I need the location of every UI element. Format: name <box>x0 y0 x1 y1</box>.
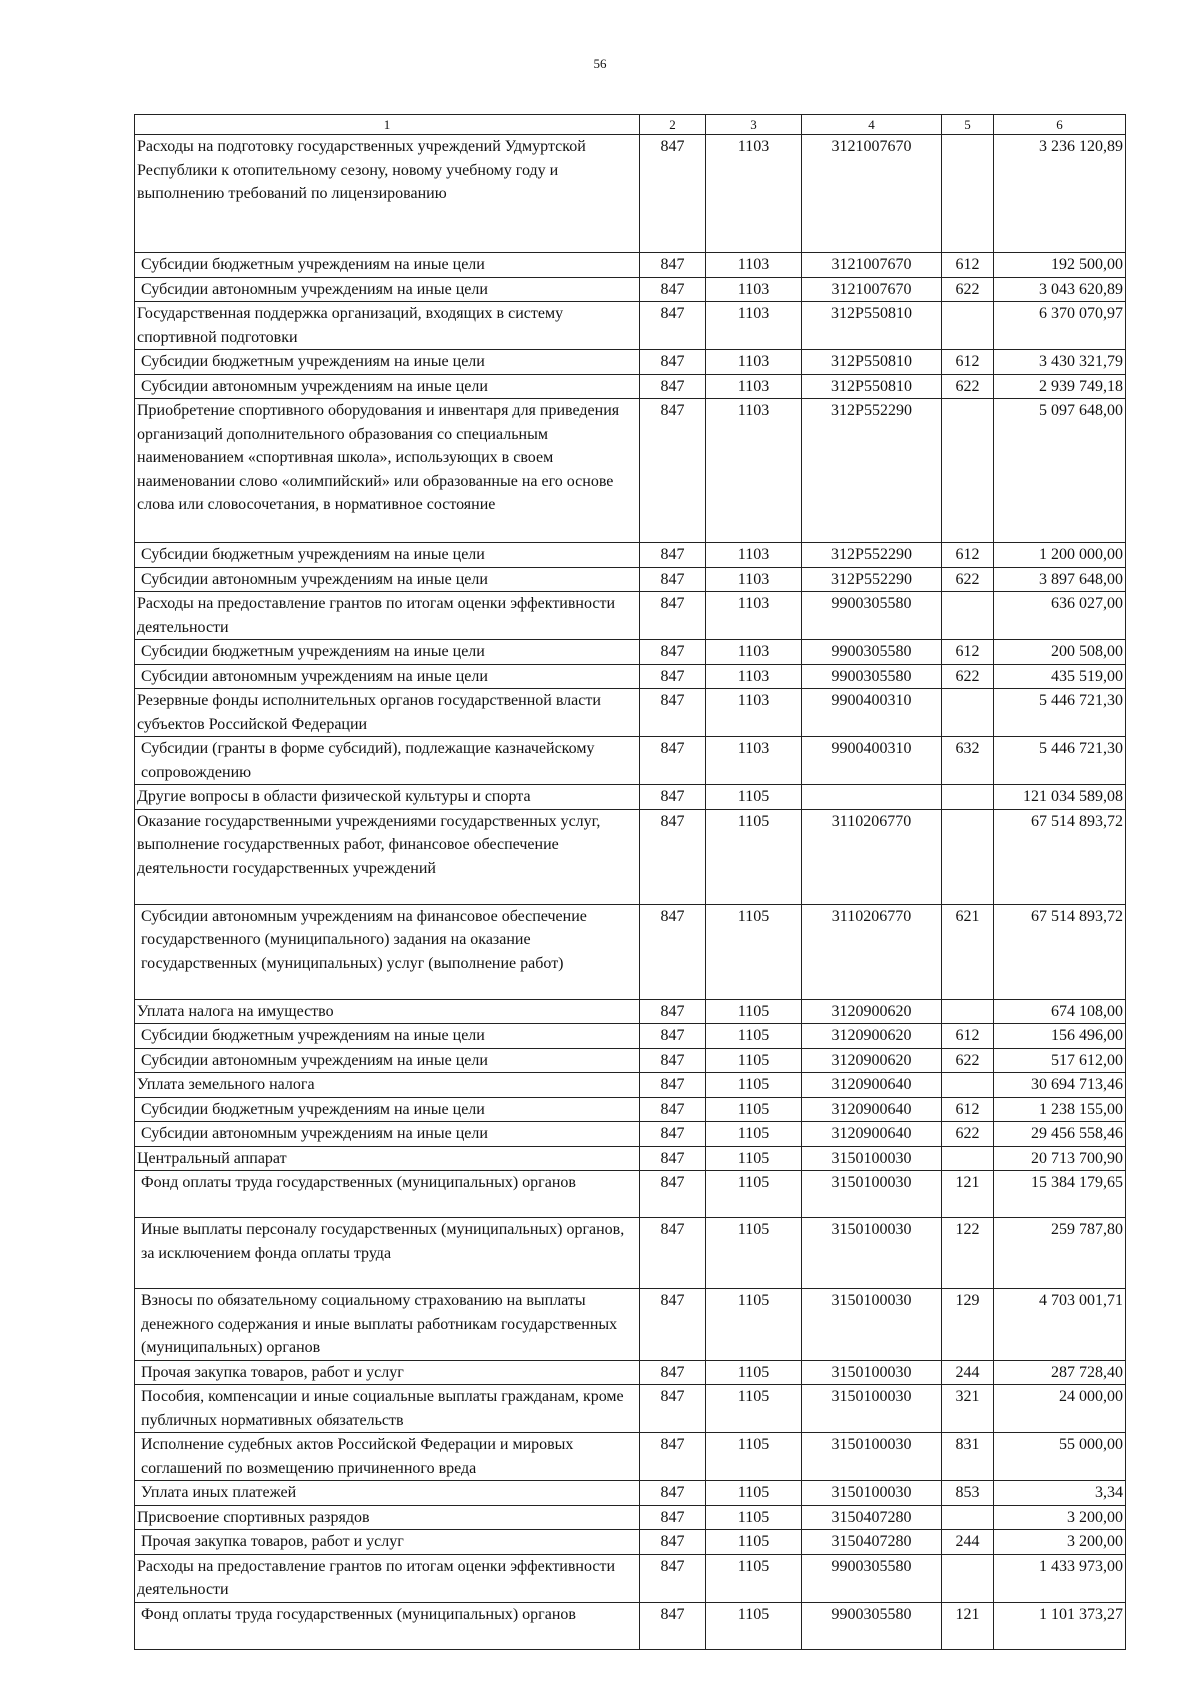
target-article-cell: 3150100030 <box>802 1218 942 1289</box>
amount-cell: 20 713 700,90 <box>994 1146 1126 1171</box>
row-name-cell: Уплата иных платежей <box>135 1481 640 1506</box>
amount-cell: 1 238 155,00 <box>994 1097 1126 1122</box>
ministry-code-cell: 847 <box>640 1530 706 1555</box>
row-name-cell: Фонд оплаты труда государственных (муниципальных) органов <box>135 1171 640 1218</box>
table-row <box>135 689 1126 737</box>
expense-type-cell: 244 <box>942 1360 994 1385</box>
section-code-cell: 1105 <box>706 1122 802 1147</box>
table-row <box>135 135 1126 253</box>
row-name-cell: Иные выплаты персоналу государственных (муниципальных) органов, за исключением фонда оплаты труда <box>135 1218 640 1289</box>
row-name-cell: Субсидии автономным учреждениям на иные цели <box>135 374 640 399</box>
target-article-cell: 3120900620 <box>802 999 942 1024</box>
row-name-cell: Расходы на предоставление грантов по итогам оценки эффективности деятельности <box>135 1554 640 1602</box>
section-code-cell: 1105 <box>706 1385 802 1433</box>
target-article-cell: 3120900640 <box>802 1097 942 1122</box>
section-code-cell: 1105 <box>706 785 802 810</box>
table-row <box>135 592 1126 640</box>
table-row <box>135 737 1126 785</box>
expense-type-cell: 122 <box>942 1218 994 1289</box>
column-header: 3 <box>706 115 802 135</box>
ministry-code-cell: 847 <box>640 374 706 399</box>
row-name-cell: Центральный аппарат <box>135 1146 640 1171</box>
section-code-cell: 1103 <box>706 302 802 350</box>
ministry-code-cell: 847 <box>640 302 706 350</box>
column-header: 1 <box>135 115 640 135</box>
expense-type-cell: 612 <box>942 640 994 665</box>
expense-type-cell: 853 <box>942 1481 994 1506</box>
amount-cell: 4 703 001,71 <box>994 1289 1126 1361</box>
target-article-cell: 3150407280 <box>802 1530 942 1555</box>
row-name-cell: Другие вопросы в области физической культуры и спорта <box>135 785 640 810</box>
expense-type-cell <box>942 302 994 350</box>
target-article-cell: 312P550810 <box>802 374 942 399</box>
section-code-cell: 1103 <box>706 374 802 399</box>
target-article-cell: 9900305580 <box>802 1554 942 1602</box>
section-code-cell: 1105 <box>706 1024 802 1049</box>
row-name-cell: Субсидии автономным учреждениям на иные цели <box>135 567 640 592</box>
table-header-row <box>135 115 1126 135</box>
expense-type-cell: 622 <box>942 1122 994 1147</box>
target-article-cell: 9900400310 <box>802 689 942 737</box>
amount-cell: 192 500,00 <box>994 253 1126 278</box>
section-code-cell: 1105 <box>706 1097 802 1122</box>
expense-type-cell: 831 <box>942 1433 994 1481</box>
amount-cell: 517 612,00 <box>994 1048 1126 1073</box>
expense-type-cell: 612 <box>942 253 994 278</box>
row-name-cell: Расходы на подготовку государственных учреждений Удмуртской Республики к отопительному сезону, новому учебному году и выполнению требований по лицензированию <box>135 135 640 253</box>
target-article-cell: 3150100030 <box>802 1481 942 1506</box>
amount-cell: 259 787,80 <box>994 1218 1126 1289</box>
table-row <box>135 999 1126 1024</box>
target-article-cell: 312P552290 <box>802 399 942 543</box>
ministry-code-cell: 847 <box>640 1385 706 1433</box>
target-article-cell: 3120900640 <box>802 1122 942 1147</box>
expense-type-cell <box>942 1554 994 1602</box>
table-row <box>135 640 1126 665</box>
ministry-code-cell: 847 <box>640 277 706 302</box>
ministry-code-cell: 847 <box>640 785 706 810</box>
table-row <box>135 1385 1126 1433</box>
expense-type-cell <box>942 1505 994 1530</box>
section-code-cell: 1103 <box>706 737 802 785</box>
table-row <box>135 1505 1126 1530</box>
table-row <box>135 1048 1126 1073</box>
table-row <box>135 1146 1126 1171</box>
row-name-cell: Субсидии (гранты в форме субсидий), подлежащие казначейскому сопровождению <box>135 737 640 785</box>
expense-type-cell: 622 <box>942 277 994 302</box>
amount-cell: 30 694 713,46 <box>994 1073 1126 1098</box>
section-code-cell: 1105 <box>706 1289 802 1361</box>
ministry-code-cell: 847 <box>640 689 706 737</box>
amount-cell: 435 519,00 <box>994 664 1126 689</box>
row-name-cell: Уплата налога на имущество <box>135 999 640 1024</box>
column-header: 4 <box>802 115 942 135</box>
expense-type-cell: 612 <box>942 1097 994 1122</box>
target-article-cell: 3150100030 <box>802 1433 942 1481</box>
amount-cell: 29 456 558,46 <box>994 1122 1126 1147</box>
amount-cell: 5 446 721,30 <box>994 689 1126 737</box>
expense-type-cell <box>942 999 994 1024</box>
ministry-code-cell: 847 <box>640 1554 706 1602</box>
ministry-code-cell: 847 <box>640 1289 706 1361</box>
table-row <box>135 253 1126 278</box>
amount-cell: 3 236 120,89 <box>994 135 1126 253</box>
row-name-cell: Субсидии автономным учреждениям на иные цели <box>135 664 640 689</box>
row-name-cell: Субсидии бюджетным учреждениям на иные цели <box>135 350 640 375</box>
amount-cell: 1 200 000,00 <box>994 543 1126 568</box>
expense-type-cell <box>942 809 994 904</box>
expense-type-cell: 622 <box>942 664 994 689</box>
table-row <box>135 1554 1126 1602</box>
table-row <box>135 664 1126 689</box>
row-name-cell: Взносы по обязательному социальному страхованию на выплаты денежного содержания и иные выплаты работникам государственных (муниципальных) органов <box>135 1289 640 1361</box>
amount-cell: 3 897 648,00 <box>994 567 1126 592</box>
amount-cell: 287 728,40 <box>994 1360 1126 1385</box>
ministry-code-cell: 847 <box>640 1097 706 1122</box>
ministry-code-cell: 847 <box>640 135 706 253</box>
table-row <box>135 1073 1126 1098</box>
column-header: 2 <box>640 115 706 135</box>
row-name-cell: Государственная поддержка организаций, входящих в систему спортивной подготовки <box>135 302 640 350</box>
ministry-code-cell: 847 <box>640 1073 706 1098</box>
column-header: 5 <box>942 115 994 135</box>
section-code-cell: 1105 <box>706 1505 802 1530</box>
table-row <box>135 1097 1126 1122</box>
expense-type-cell: 121 <box>942 1171 994 1218</box>
table-row <box>135 1481 1126 1506</box>
ministry-code-cell: 847 <box>640 1602 706 1649</box>
ministry-code-cell: 847 <box>640 904 706 999</box>
target-article-cell: 3121007670 <box>802 135 942 253</box>
ministry-code-cell: 847 <box>640 640 706 665</box>
amount-cell: 1 101 373,27 <box>994 1602 1126 1649</box>
row-name-cell: Уплата земельного налога <box>135 1073 640 1098</box>
amount-cell: 1 433 973,00 <box>994 1554 1126 1602</box>
row-name-cell: Оказание государственными учреждениями государственных услуг, выполнение государственных работ, финансовое обеспечение деятельности государственных учреждений <box>135 809 640 904</box>
section-code-cell: 1103 <box>706 253 802 278</box>
target-article-cell: 3110206770 <box>802 904 942 999</box>
ministry-code-cell: 847 <box>640 1218 706 1289</box>
ministry-code-cell: 847 <box>640 1171 706 1218</box>
expense-type-cell: 622 <box>942 1048 994 1073</box>
amount-cell: 200 508,00 <box>994 640 1126 665</box>
row-name-cell: Фонд оплаты труда государственных (муниципальных) органов <box>135 1602 640 1649</box>
ministry-code-cell: 847 <box>640 543 706 568</box>
section-code-cell: 1105 <box>706 1360 802 1385</box>
row-name-cell: Расходы на предоставление грантов по итогам оценки эффективности деятельности <box>135 592 640 640</box>
row-name-cell: Субсидии автономным учреждениям на иные цели <box>135 1122 640 1147</box>
table-row <box>135 350 1126 375</box>
target-article-cell: 3150407280 <box>802 1505 942 1530</box>
budget-table <box>134 114 1126 1650</box>
section-code-cell: 1105 <box>706 999 802 1024</box>
section-code-cell: 1103 <box>706 689 802 737</box>
target-article-cell: 312P552290 <box>802 567 942 592</box>
table-row <box>135 1218 1126 1289</box>
ministry-code-cell: 847 <box>640 1505 706 1530</box>
expense-type-cell: 622 <box>942 374 994 399</box>
target-article-cell: 3121007670 <box>802 277 942 302</box>
page-number: 56 <box>593 56 607 71</box>
table-row <box>135 1360 1126 1385</box>
table-row <box>135 1122 1126 1147</box>
ministry-code-cell: 847 <box>640 253 706 278</box>
target-article-cell: 3110206770 <box>802 809 942 904</box>
expense-type-cell <box>942 135 994 253</box>
expense-type-cell <box>942 785 994 810</box>
expense-type-cell <box>942 1073 994 1098</box>
section-code-cell: 1103 <box>706 135 802 253</box>
ministry-code-cell: 847 <box>640 999 706 1024</box>
table-row <box>135 809 1126 904</box>
ministry-code-cell: 847 <box>640 1122 706 1147</box>
target-article-cell: 9900400310 <box>802 737 942 785</box>
target-article-cell: 9900305580 <box>802 664 942 689</box>
expense-type-cell <box>942 592 994 640</box>
amount-cell: 6 370 070,97 <box>994 302 1126 350</box>
section-code-cell: 1105 <box>706 1218 802 1289</box>
table-row <box>135 1024 1126 1049</box>
ministry-code-cell: 847 <box>640 737 706 785</box>
target-article-cell: 9900305580 <box>802 640 942 665</box>
column-header: 6 <box>994 115 1126 135</box>
ministry-code-cell: 847 <box>640 664 706 689</box>
row-name-cell: Субсидии бюджетным учреждениям на иные цели <box>135 253 640 278</box>
amount-cell: 156 496,00 <box>994 1024 1126 1049</box>
expense-type-cell: 321 <box>942 1385 994 1433</box>
expense-type-cell: 612 <box>942 350 994 375</box>
section-code-cell: 1103 <box>706 277 802 302</box>
target-article-cell: 3120900620 <box>802 1048 942 1073</box>
target-article-cell: 3121007670 <box>802 253 942 278</box>
section-code-cell: 1105 <box>706 1048 802 1073</box>
target-article-cell: 3150100030 <box>802 1171 942 1218</box>
section-code-cell: 1103 <box>706 567 802 592</box>
amount-cell: 67 514 893,72 <box>994 809 1126 904</box>
section-code-cell: 1103 <box>706 399 802 543</box>
amount-cell: 3 200,00 <box>994 1530 1126 1555</box>
row-name-cell: Исполнение судебных актов Российской Федерации и мировых соглашений по возмещению причиненного вреда <box>135 1433 640 1481</box>
expense-type-cell <box>942 689 994 737</box>
section-code-cell: 1105 <box>706 1146 802 1171</box>
table-row <box>135 399 1126 543</box>
section-code-cell: 1103 <box>706 350 802 375</box>
expense-type-cell <box>942 1146 994 1171</box>
amount-cell: 674 108,00 <box>994 999 1126 1024</box>
target-article-cell: 312P552290 <box>802 543 942 568</box>
target-article-cell: 3150100030 <box>802 1289 942 1361</box>
table-body <box>135 135 1126 1650</box>
amount-cell: 121 034 589,08 <box>994 785 1126 810</box>
amount-cell: 3,34 <box>994 1481 1126 1506</box>
row-name-cell: Субсидии автономным учреждениям на финансовое обеспечение государственного (муниципального) задания на оказание государственных (муниципальных) услуг (выполнение работ) <box>135 904 640 999</box>
row-name-cell: Прочая закупка товаров, работ и услуг <box>135 1360 640 1385</box>
table-row <box>135 302 1126 350</box>
row-name-cell: Субсидии бюджетным учреждениям на иные цели <box>135 543 640 568</box>
table-row <box>135 567 1126 592</box>
table-row <box>135 904 1126 999</box>
expense-type-cell: 632 <box>942 737 994 785</box>
ministry-code-cell: 847 <box>640 1481 706 1506</box>
table-row <box>135 1530 1126 1555</box>
amount-cell: 3 200,00 <box>994 1505 1126 1530</box>
target-article-cell: 3150100030 <box>802 1146 942 1171</box>
ministry-code-cell: 847 <box>640 1024 706 1049</box>
target-article-cell: 9900305580 <box>802 592 942 640</box>
expense-type-cell: 612 <box>942 543 994 568</box>
table-row <box>135 1602 1126 1649</box>
amount-cell: 67 514 893,72 <box>994 904 1126 999</box>
ministry-code-cell: 847 <box>640 399 706 543</box>
row-name-cell: Субсидии автономным учреждениям на иные цели <box>135 277 640 302</box>
amount-cell: 2 939 749,18 <box>994 374 1126 399</box>
row-name-cell: Субсидии автономным учреждениям на иные цели <box>135 1048 640 1073</box>
expense-type-cell: 621 <box>942 904 994 999</box>
section-code-cell: 1103 <box>706 592 802 640</box>
ministry-code-cell: 847 <box>640 1146 706 1171</box>
expense-type-cell: 612 <box>942 1024 994 1049</box>
amount-cell: 24 000,00 <box>994 1385 1126 1433</box>
amount-cell: 3 430 321,79 <box>994 350 1126 375</box>
amount-cell: 3 043 620,89 <box>994 277 1126 302</box>
ministry-code-cell: 847 <box>640 592 706 640</box>
target-article-cell: 3120900620 <box>802 1024 942 1049</box>
target-article-cell: 3120900640 <box>802 1073 942 1098</box>
amount-cell: 5 446 721,30 <box>994 737 1126 785</box>
target-article-cell <box>802 785 942 810</box>
section-code-cell: 1103 <box>706 543 802 568</box>
table-row <box>135 1289 1126 1361</box>
ministry-code-cell: 847 <box>640 1360 706 1385</box>
target-article-cell: 3150100030 <box>802 1360 942 1385</box>
expense-type-cell: 121 <box>942 1602 994 1649</box>
section-code-cell: 1105 <box>706 1481 802 1506</box>
ministry-code-cell: 847 <box>640 350 706 375</box>
table-row <box>135 785 1126 810</box>
section-code-cell: 1105 <box>706 1530 802 1555</box>
amount-cell: 5 097 648,00 <box>994 399 1126 543</box>
table-row <box>135 277 1126 302</box>
amount-cell: 55 000,00 <box>994 1433 1126 1481</box>
section-code-cell: 1105 <box>706 1602 802 1649</box>
target-article-cell: 9900305580 <box>802 1602 942 1649</box>
section-code-cell: 1105 <box>706 809 802 904</box>
row-name-cell: Субсидии бюджетным учреждениям на иные цели <box>135 1024 640 1049</box>
row-name-cell: Резервные фонды исполнительных органов государственной власти субъектов Российской Федерации <box>135 689 640 737</box>
section-code-cell: 1105 <box>706 904 802 999</box>
section-code-cell: 1103 <box>706 664 802 689</box>
row-name-cell: Пособия, компенсации и иные социальные выплаты гражданам, кроме публичных нормативных обязательств <box>135 1385 640 1433</box>
row-name-cell: Присвоение спортивных разрядов <box>135 1505 640 1530</box>
target-article-cell: 3150100030 <box>802 1385 942 1433</box>
table-row <box>135 1433 1126 1481</box>
expense-type-cell: 129 <box>942 1289 994 1361</box>
expense-type-cell: 622 <box>942 567 994 592</box>
amount-cell: 636 027,00 <box>994 592 1126 640</box>
row-name-cell: Прочая закупка товаров, работ и услуг <box>135 1530 640 1555</box>
section-code-cell: 1105 <box>706 1554 802 1602</box>
row-name-cell: Приобретение спортивного оборудования и инвентаря для приведения организаций дополнительного образования со специальным наименованием «спортивная школа», использующих в своем наименовании слово «олимпийский» или образованные на его основе слова или словосочетания, в нормативное состояние <box>135 399 640 543</box>
ministry-code-cell: 847 <box>640 1433 706 1481</box>
table-row <box>135 543 1126 568</box>
section-code-cell: 1105 <box>706 1073 802 1098</box>
row-name-cell: Субсидии бюджетным учреждениям на иные цели <box>135 1097 640 1122</box>
row-name-cell: Субсидии бюджетным учреждениям на иные цели <box>135 640 640 665</box>
table-row <box>135 374 1126 399</box>
target-article-cell: 312P550810 <box>802 350 942 375</box>
ministry-code-cell: 847 <box>640 567 706 592</box>
table-row <box>135 1171 1126 1218</box>
ministry-code-cell: 847 <box>640 809 706 904</box>
section-code-cell: 1105 <box>706 1433 802 1481</box>
ministry-code-cell: 847 <box>640 1048 706 1073</box>
expense-type-cell: 244 <box>942 1530 994 1555</box>
target-article-cell: 312P550810 <box>802 302 942 350</box>
expense-type-cell <box>942 399 994 543</box>
section-code-cell: 1103 <box>706 640 802 665</box>
amount-cell: 15 384 179,65 <box>994 1171 1126 1218</box>
section-code-cell: 1105 <box>706 1171 802 1218</box>
